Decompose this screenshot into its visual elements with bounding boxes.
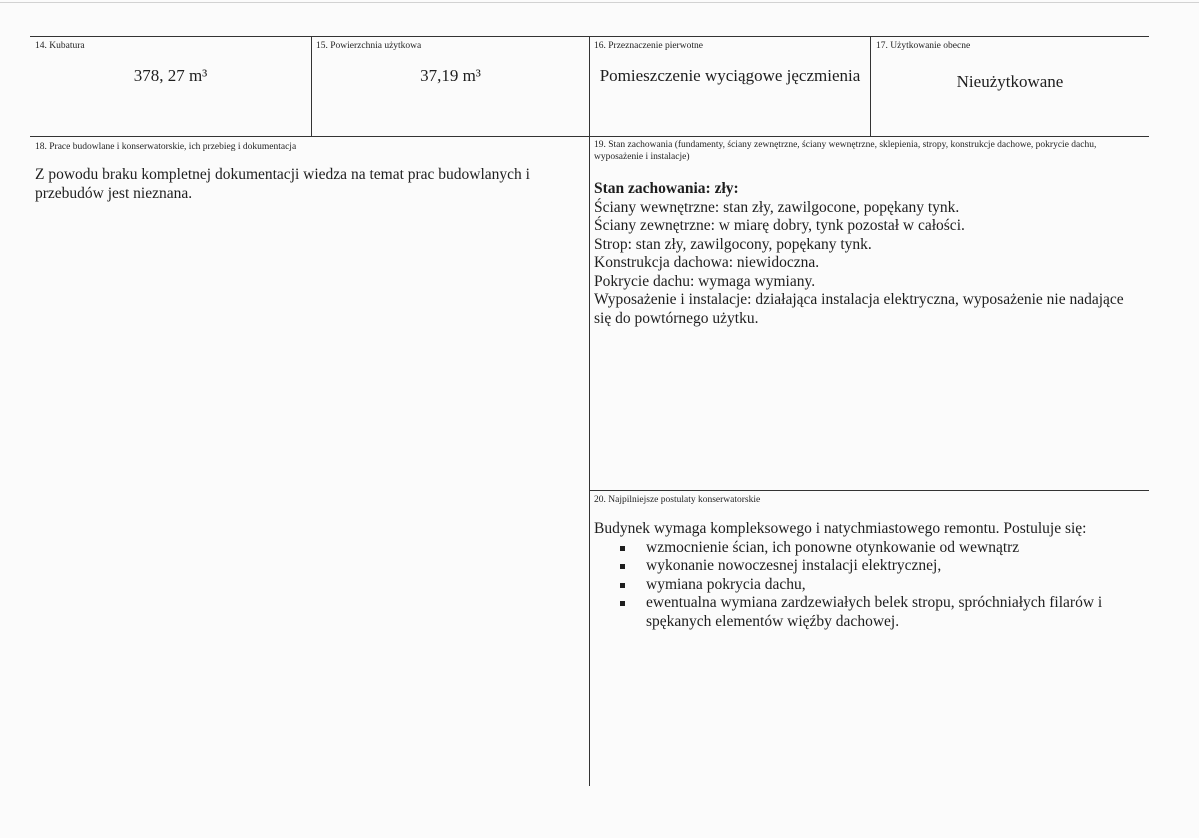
bullet-icon xyxy=(620,564,625,569)
postulaty-item-line: spękanych elementów więźby dachowej. xyxy=(646,612,900,630)
postulaty-list xyxy=(594,539,1102,632)
prace-line: Z powodu braku kompletnej dokumentacji wiedza na temat prac budowlanych i xyxy=(35,166,530,183)
postulaty-text xyxy=(594,520,1102,631)
przeznaczenie-label: 16. Przeznaczenie pierwotne xyxy=(594,41,703,51)
postulaty-intro: Budynek wymaga kompleksowego i natychmiastowego remontu. Postuluje się: xyxy=(594,520,1087,537)
prace-text xyxy=(35,166,530,203)
bullet-icon xyxy=(620,601,625,606)
prace-label: 18. Prace budowlane i konserwatorskie, ich przebieg i dokumentacja xyxy=(35,142,297,152)
postulaty-item-line: ewentualna wymiana zardzewiałych belek stropu, spróchniałych filarów i xyxy=(646,594,1103,611)
postulaty-item-line: wykonanie nowoczesnej instalacji elektrycznej, xyxy=(646,557,942,574)
stan-heading-text: Stan zachowania: zły: xyxy=(594,180,739,197)
stan-line: Ściany wewnętrzne: stan zły, zawilgocone, popękany tynk. xyxy=(594,198,960,216)
bullet-icon xyxy=(620,583,625,588)
stan-line: Konstrukcja dachowa: niewidoczna. xyxy=(594,254,820,271)
przeznaczenie-value: Pomieszczenie wyciągowe jęczmienia xyxy=(599,66,861,85)
bullet-icon xyxy=(620,546,625,551)
column-divider-main xyxy=(589,36,590,786)
stan-heading xyxy=(594,180,1124,199)
stan-text xyxy=(594,180,1124,328)
postulaty-item xyxy=(594,539,1102,558)
kubatura-label: 14. Kubatura xyxy=(35,41,85,51)
postulaty-item-line: wymiana pokrycia dachu, xyxy=(646,575,806,593)
stan-line: Pokrycie dachu: wymaga wymiany. xyxy=(594,272,816,290)
stan-label: 19. Stan zachowania (fundamenty, ściany zewnętrzne, ściany wewnętrzne, sklepienia, stropy, konstrukcje dachowe, pokrycie dachu, wyposażenie i instalacje) xyxy=(594,140,1097,162)
section-divider-20 xyxy=(590,490,1149,491)
stan-line: Strop: stan zły, zawilgocony, popękany tynk. xyxy=(594,235,872,253)
postulaty-item xyxy=(594,594,1102,631)
prace-line: przebudów jest nieznana. xyxy=(35,184,193,202)
postulaty-item-line: wzmocnienie ścian, ich ponowne otynkowanie od wewnątrz xyxy=(646,538,1020,556)
powierzchnia-value: 37,19 m³ xyxy=(420,66,481,85)
postulaty-item xyxy=(594,557,1102,576)
postulaty-item xyxy=(594,576,1102,595)
stan-line: Ściany zewnętrzne: w miarę dobry, tynk pozostał w całości. xyxy=(594,217,965,234)
uzytkowanie-label: 17. Użytkowanie obecne xyxy=(876,41,971,51)
column-divider-15 xyxy=(311,36,312,136)
postulaty-label: 20. Najpilniejsze postulaty konserwatorskie xyxy=(594,495,761,505)
powierzchnia-label: 15. Powierzchnia użytkowa xyxy=(316,41,422,51)
uzytkowanie-value: Nieużytkowane xyxy=(956,72,1064,91)
stan-line: Wyposażenie i instalacje: działająca instalacja elektryczna, wyposażenie nie nadające xyxy=(594,291,1124,308)
kubatura-value: 378, 27 m³ xyxy=(133,66,208,85)
stan-line: się do powtórnego użytku. xyxy=(594,309,759,327)
scan-top-edge xyxy=(0,2,1199,3)
